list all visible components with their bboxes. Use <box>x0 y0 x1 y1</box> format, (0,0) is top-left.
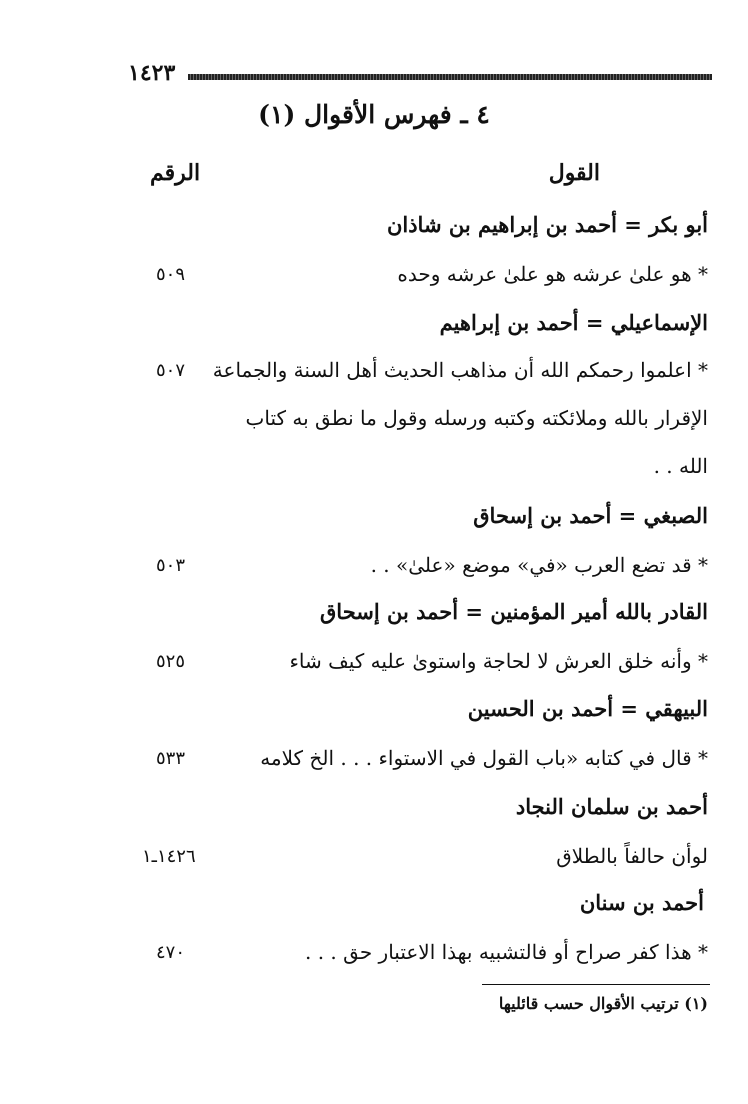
author-heading: أبو بكر = أحمد بن إبراهيم بن شاذان <box>386 212 708 237</box>
author-heading: أحمد بن سلمان النجاد <box>515 794 708 819</box>
reference-number: ٤٧٠ <box>156 942 186 963</box>
quote-line: * قد تضع العرب «في» موضع «علىٰ» . . <box>370 553 708 577</box>
author-heading: أحمد بن سنان <box>579 890 704 915</box>
reference-number: ١٤٢٦ـ١ <box>142 846 196 867</box>
page-number: ١٤٢٣ <box>128 60 176 86</box>
author-heading: الإسماعيلي = أحمد بن إبراهيم <box>439 310 708 335</box>
quote-line: * اعلموا رحمكم الله أن مذاهب الحديث أهل السنة والجماعة <box>212 358 708 382</box>
column-header-quote: القول <box>548 160 600 186</box>
reference-number: ٥٠٣ <box>156 555 186 576</box>
quote-line: * وأنه خلق العرش لا لحاجة واستوىٰ عليه كيف شاء <box>289 649 708 673</box>
quote-line: * هذا كفر صراح أو فالتشبيه بهذا الاعتبار حق . . . <box>305 940 708 964</box>
header-rule <box>188 74 712 80</box>
author-heading: البيهقي = أحمد بن الحسين <box>467 696 708 721</box>
reference-number: ٥٠٩ <box>156 264 186 285</box>
quote-line: لوأن حالفاً بالطلاق <box>556 844 708 868</box>
footnote-rule <box>482 984 710 985</box>
column-header-number: الرقم <box>150 160 201 186</box>
quote-line: الإقرار بالله وملائكته وكتبه ورسله وقول ما نطق به كتاب <box>245 406 708 430</box>
author-heading: القادر بالله أمير المؤمنين = أحمد بن إسحاق <box>320 599 708 624</box>
reference-number: ٥٠٧ <box>156 360 186 381</box>
quote-line: * هو علىٰ عرشه هو علىٰ عرشه وحده <box>397 262 708 286</box>
footnote: (١) ترتيب الأقوال حسب قائليها <box>498 994 708 1013</box>
quote-line: * قال في كتابه «باب القول في الاستواء . . . الخ كلامه <box>260 746 708 770</box>
quote-line: الله . . <box>653 454 708 478</box>
author-heading: الصبغي = أحمد بن إسحاق <box>473 503 708 528</box>
reference-number: ٥٢٥ <box>156 651 186 672</box>
reference-number: ٥٣٣ <box>156 748 186 769</box>
page-title: ٤ ـ فهرس الأقوال (١) <box>258 100 490 129</box>
